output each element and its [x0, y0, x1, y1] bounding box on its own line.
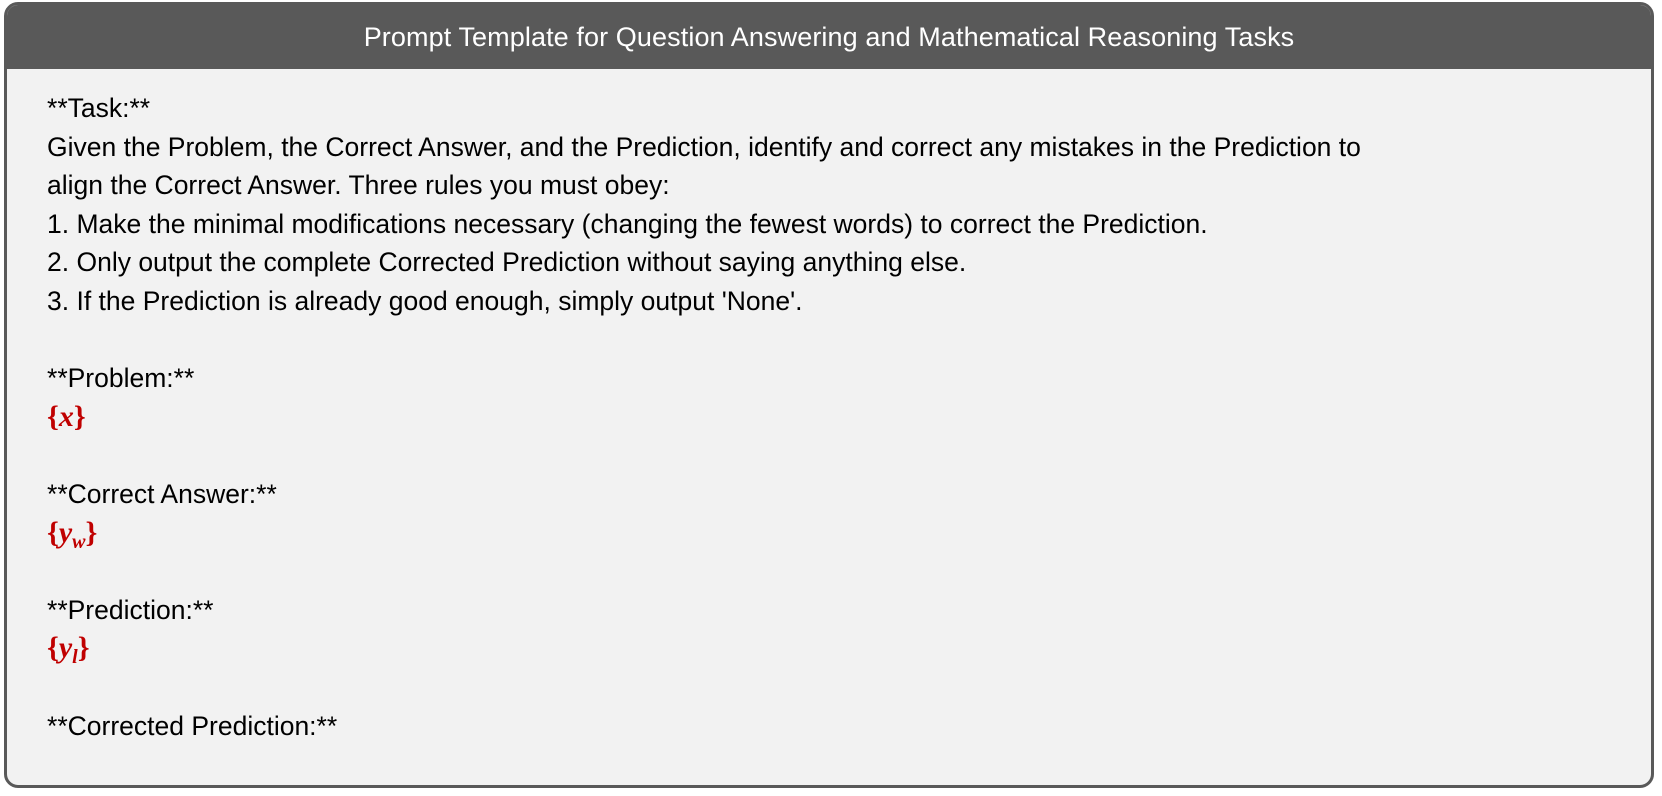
correct-answer-subscript: w	[72, 530, 86, 553]
brace-close: }	[85, 515, 98, 549]
prediction-variable	[47, 629, 1651, 668]
correct-answer-symbol: y	[58, 515, 73, 549]
brace-open: {	[47, 631, 59, 665]
corrected-prediction-label: **Corrected Prediction:**	[47, 710, 338, 741]
task-description-line-1: Given the Problem, the Correct Answer, and the Prediction, identify and correct any mistakes in the Prediction to	[47, 131, 1361, 162]
prediction-subscript: l	[72, 646, 78, 669]
prediction-symbol: y	[58, 631, 73, 665]
problem-symbol: x	[58, 399, 74, 433]
rule-2: 2. Only output the complete Corrected Prediction without saying anything else.	[47, 247, 967, 278]
spacer	[47, 552, 1651, 591]
panel-title: Prompt Template for Question Answering and Mathematical Reasoning Tasks	[363, 21, 1295, 52]
brace-open: {	[47, 515, 59, 549]
correct-answer-variable	[47, 514, 1651, 553]
rule-3: 3. If the Prediction is already good enough, simply output 'None'.	[47, 285, 803, 316]
spacer	[47, 668, 1651, 707]
task-label: **Task:**	[47, 93, 151, 123]
task-description-line-2: align the Correct Answer. Three rules you must obey:	[47, 170, 670, 201]
problem-label: **Problem:**	[47, 363, 195, 394]
spacer	[47, 436, 1651, 475]
spacer	[47, 321, 1651, 360]
prompt-template-panel	[4, 2, 1654, 788]
panel-header	[7, 5, 1651, 69]
rule-1: 1. Make the minimal modifications necessary (changing the fewest words) to correct the Prediction.	[47, 208, 1208, 239]
brace-close: }	[73, 399, 86, 433]
brace-open: {	[47, 399, 59, 433]
panel-body	[7, 69, 1651, 745]
brace-close: }	[77, 631, 90, 665]
correct-answer-label: **Correct Answer:**	[47, 478, 277, 509]
prediction-label: **Prediction:**	[47, 594, 214, 625]
problem-variable	[47, 398, 1651, 437]
